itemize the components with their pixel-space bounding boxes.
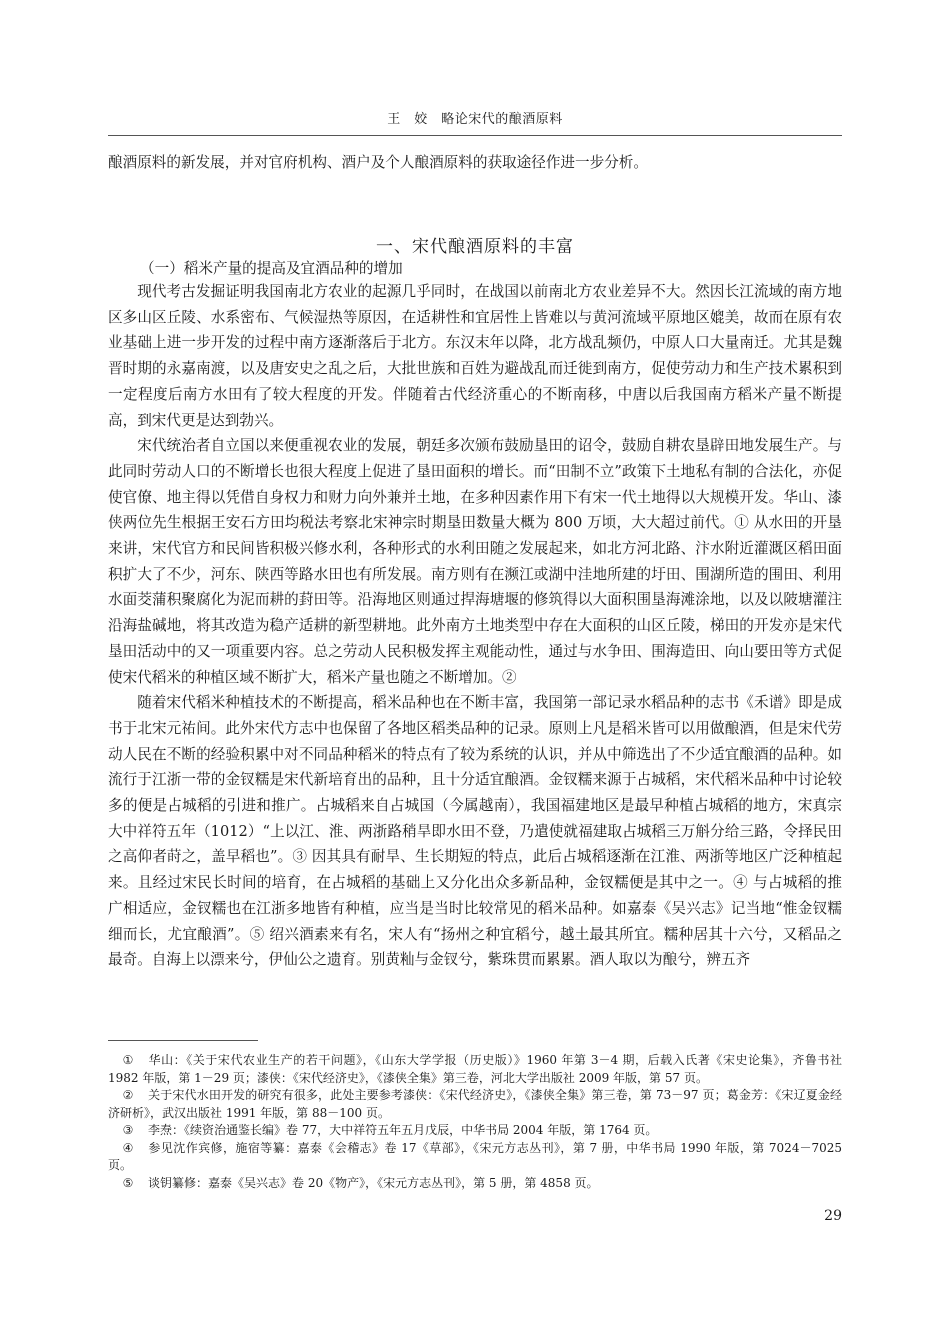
footnote xyxy=(108,1140,842,1175)
paragraph: 随着宋代稻米种植技术的不断提高，稻米品种也在不断丰富，我国第一部记录水稻品种的志书《禾谱》即是成书于北宋元祐间。此外宋代方志中也保留了各地区稻类品种的记录。原则上凡是稻米皆可以用做酿酒，但是宋代劳动人民在不断的经验积累中对不同品种稻米的特点有了较为系统的认识，并从中筛选出了不少适宜酿酒的品种。如流行于江浙一带的金钗糯是宋代新培育出的品种，且十分适宜酿酒。金钗糯来源于占城稻，宋代稻米品种中讨论较多的便是占城稻的引进和推广。占城稻来自占城国（今属越南），我国福建地区是最早种植占城稻的地方，宋真宗大中祥符五年（1012）“上以江、淮、两浙路稍旱即水田不登，乃遣使就福建取占城稻三万斛分给三路，令择民田之高仰者莳之，盖早稻也”。③ 因其具有耐旱、生长期短的特点，此后占城稻逐渐在江淮、两浙等地区广泛种植起来。且经过宋民长时间的培育，在占城稻的基础上又分化出众多新品种，金钗糯便是其中之一。④ 与占城稻的推广相适应，金钗糯也在江浙多地皆有种植，应当是当时比较常见的稻米品种。如嘉泰《吴兴志》记当地“惟金钗糯细而长，尤宜酿酒”。⑤ 绍兴酒素来有名，宋人有“扬州之种宜稻兮，越土最其所宜。糯种居其十六兮，又稻品之最奇。自海上以漂来兮，伊仙公之遗育。别黄籼与金钗兮，紫珠贯而累累。酒人取以为酿兮，辨五齐 xyxy=(108,694,842,969)
footnote-marker: ③ xyxy=(122,1123,134,1137)
footnote-marker: ⑤ xyxy=(122,1175,134,1190)
paragraph: 现代考古发掘证明我国南北方农业的起源几乎同时，在战国以前南北方农业差异不大。然因长江流域的南方地区多山区丘陵、水系密布、气候湿热等原因，在适耕性和宜居性上皆难以与黄河流域平原地区媲美，故而在原有农业基础上进一步开发的过程中南方逐渐落后于北方。东汉末年以降，北方战乱频仍，中原人口大量南迁。尤其是魏晋时期的永嘉南渡，以及唐安史之乱之后，大批世族和百姓为避战乱而迁徙到南方，促使劳动力和生产技术累积到一定程度后南方水田有了较大程度的开发。伴随着古代经济重心的不断南移，中唐以后我国南方稻米产量不断提高，到宋代更是达到勃兴。 xyxy=(108,283,842,429)
opening-text xyxy=(108,150,842,176)
footnote-text: 华山：《关于宋代农业生产的若干问题》，《山东大学学报（历史版）》1960 年第 3－4 期，后载入氏著《宋史论集》，齐鲁书社 1982 年版，第 1－29 页；漆侠：《宋代经济史》，《漆侠全集》第三卷，河北大学出版社 2009 年版，第 57 页。 xyxy=(108,1053,842,1085)
footnote-text: 谈钥纂修：嘉泰《吴兴志》卷 20《物产》，《宋元方志丛刊》，第 5 册，第 4858 页。 xyxy=(148,1175,599,1190)
footnote-text: 李焘：《续资治通鉴长编》卷 77，大中祥符五年五月戊辰，中华书局 2004 年版，第 1764 页。 xyxy=(148,1123,658,1137)
footnote-marker: ② xyxy=(122,1088,134,1102)
subsection-title: （一）稻米产量的提高及宜酒品种的增加 xyxy=(140,260,403,277)
paragraph: 宋代统治者自立国以来便重视农业的发展，朝廷多次颁布鼓励垦田的诏令，鼓励自耕农垦辟田地发展生产。与此同时劳动人口的不断增长也很大程度上促进了垦田面积的增长。而“田制不立”政策下土地私有制的合法化，亦促使官僚、地主得以凭借自身权力和财力向外兼并土地，在多种因素作用下有宋一代土地得以大规模开发。华山、漆侠两位先生根据王安石方田均税法考察北宋神宗时期垦田数量大概为 800 万顷，大大超过前代。① 从水田的开垦来讲，宋代官方和民间皆积极兴修水利，各种形式的水利田随之发展起来，如北方河北路、汴水附近灌溉区稻田面积扩大了不少，河东、陕西等路水田也有所发展。南方则有在濒江或湖中洼地所建的圩田、围湖所造的围田、利用水面茭蒲积聚腐化为泥而耕的葑田等。沿海地区则通过捍海塘堰的修筑得以大面积围垦海滩涂地，以及以陂塘灌注沿海盐碱地，将其改造为稳产适耕的新型耕地。此外南方土地类型中存在大面积的山区丘陵，梯田的开发亦是宋代垦田活动中的又一项重要内容。总之劳动人民积极发挥主观能动性，通过与水争田、围海造田、向山要田等方式促使宋代稻米的种植区域不断扩大，稻米产量也随之不断增加。② xyxy=(108,437,842,686)
footnote xyxy=(108,1175,842,1193)
opening-line: 酿酒原料的新发展，并对官府机构、酒户及个人酿酒原料的获取途径作进一步分析。 xyxy=(108,154,648,171)
footnote-rule xyxy=(108,1040,258,1041)
footnote-text: 关于宋代水田开发的研究有很多，此处主要参考漆侠：《宋代经济史》，《漆侠全集》第三卷，第 73－97 页；葛金芳：《宋辽夏金经济研析》，武汉出版社 1991 年版，第 88－100 页。 xyxy=(108,1088,842,1120)
page-number: 29 xyxy=(824,1208,842,1224)
footnote-marker: ① xyxy=(122,1053,134,1067)
main-text xyxy=(108,279,842,973)
running-head: 王 姣 略论宋代的酿酒原料 xyxy=(387,112,563,127)
footnote-text: 参见沈作宾修，施宿等纂：嘉泰《会稽志》卷 17《草部》，《宋元方志丛刊》，第 7 册，中华书局 1990 年版，第 7024－7025 页。 xyxy=(108,1140,842,1172)
footnote-marker: ④ xyxy=(122,1140,134,1155)
footnotes xyxy=(108,1052,842,1192)
footnote xyxy=(108,1052,842,1087)
section-title: 一、宋代酿酒原料的丰富 xyxy=(376,237,574,257)
footnote xyxy=(108,1122,842,1140)
footnote xyxy=(108,1087,842,1122)
header-rule xyxy=(108,135,842,136)
